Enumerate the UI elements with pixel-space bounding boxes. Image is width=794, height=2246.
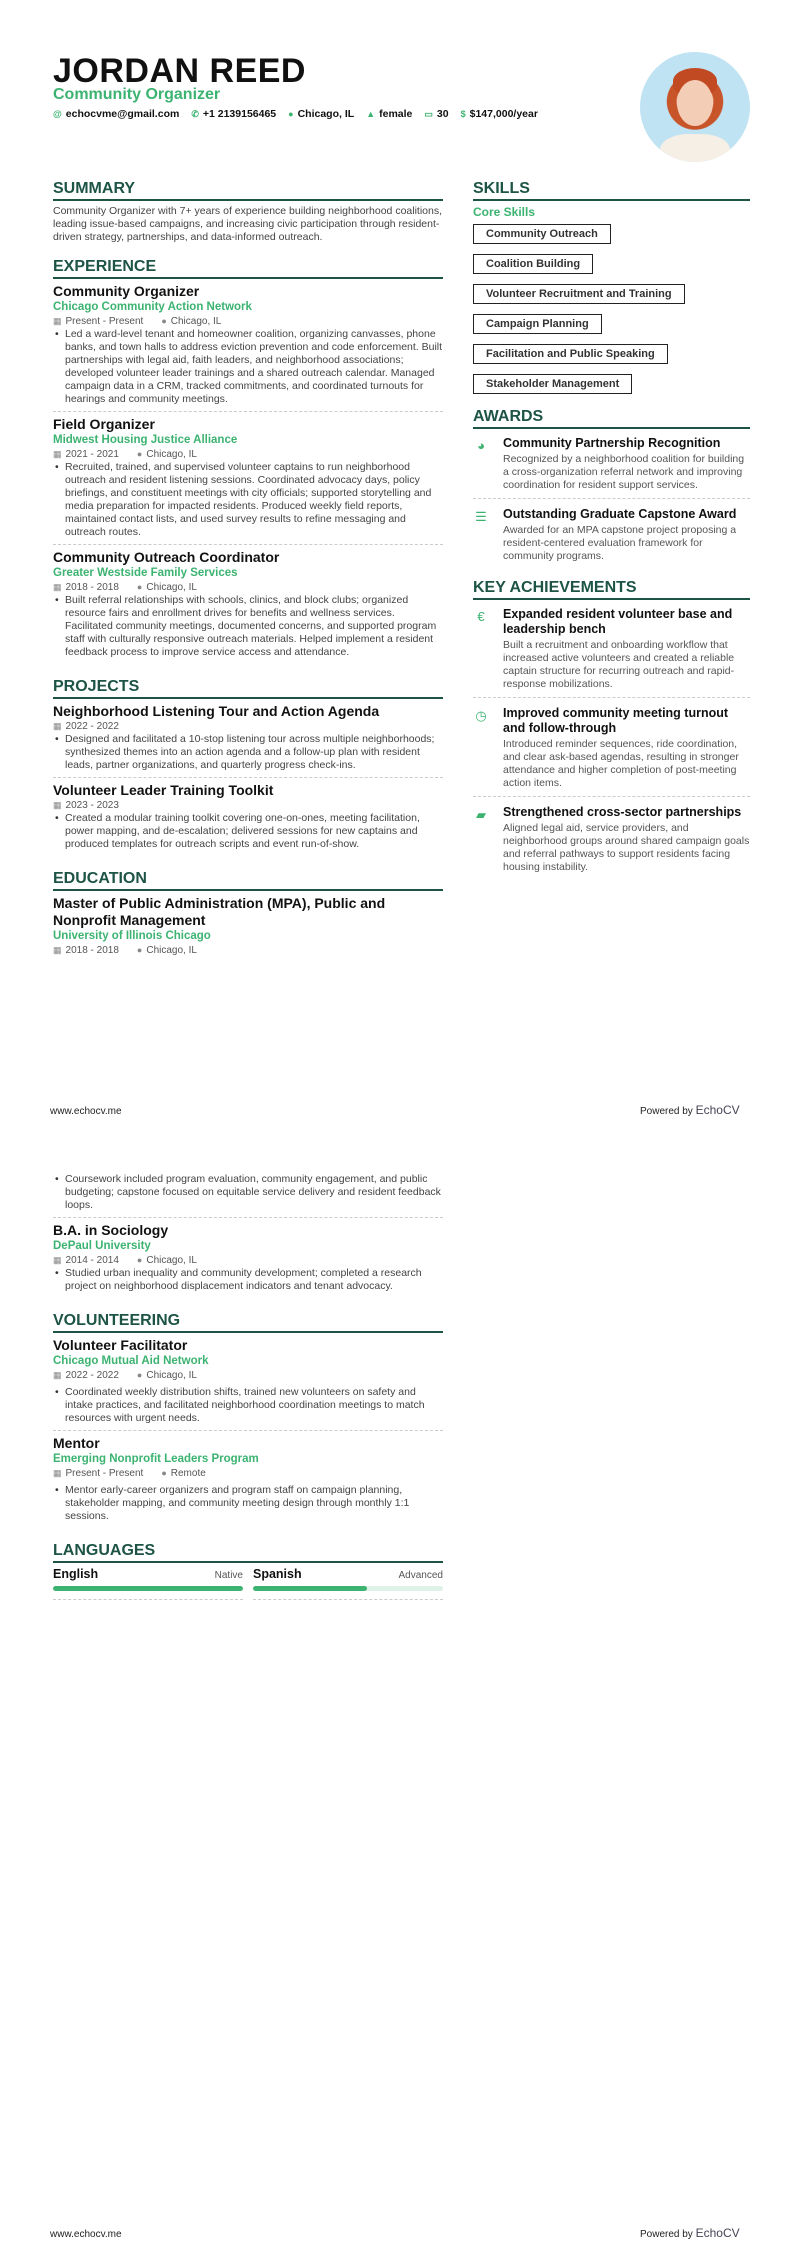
contact-gender: ▲ female — [366, 108, 413, 120]
left-column — [53, 180, 443, 957]
language-item — [253, 1567, 443, 1600]
skill-tag: Volunteer Recruitment and Training — [473, 284, 685, 304]
dates: Present - Present — [65, 316, 144, 327]
school: University of Illinois Chicago — [53, 930, 211, 942]
dates: 2023 - 2023 — [65, 800, 119, 811]
calendar-icon: ▦ — [53, 800, 62, 810]
proficiency-fill — [253, 1586, 367, 1591]
bullet: • Coordinated weekly distribution shifts, trained new volunteers on safety and intake practices, and facilitated neighborhood coordination meetings to match resources with urgent needs. — [53, 1386, 443, 1425]
pie-chart-icon: ◕ — [477, 438, 485, 453]
language-item — [53, 1567, 243, 1600]
education-item — [53, 1222, 443, 1298]
location-icon: ● — [136, 1255, 143, 1265]
right-column — [473, 180, 750, 885]
awards-section — [473, 408, 750, 569]
achievement-desc: Introduced reminder sequences, ride coordination, and clear ask-based agendas, resulting in stronger attendance and higher completion of post-meeting action items. — [503, 738, 739, 789]
languages-section — [53, 1542, 443, 1600]
job-title: Community Outreach Coordinator — [53, 549, 280, 565]
summary-text: Community Organizer with 7+ years of experience building neighborhood coalitions, leading issue-based campaigns, and increasing civic participation through resident-driven strategy, partnerships, and data-informed outreach. — [53, 205, 443, 243]
lines-icon: ☰ — [475, 509, 487, 524]
bullet: • Built referral relationships with schools, clinics, and block clubs; organized resource fairs and enrollment drives for benefits and wellness services. Facilitated community meetings, documented concerns, and supported program staff with culturally responsive outreach materials. Helped implement a resident feedback process to improve service access and attendance. — [53, 594, 443, 659]
at-icon: @ — [53, 109, 62, 119]
section-heading: KEY ACHIEVEMENTS — [473, 579, 750, 600]
dates: Present - Present — [65, 1468, 144, 1479]
contact-phone[interactable]: ✆ +1 2139156465 — [191, 108, 277, 120]
location-icon: ● — [161, 316, 167, 326]
location: Chicago, IL — [146, 1255, 197, 1266]
project-item — [53, 782, 443, 856]
proficiency-fill — [53, 1586, 243, 1591]
bullet: • Coursework included program evaluation, community engagement, and public budgeting; capstone focused on equitable service delivery and resident feedback loops. — [53, 1173, 443, 1212]
calendar-icon: ▦ — [53, 1370, 62, 1380]
experience-item — [53, 549, 443, 664]
footer-site-link[interactable]: www.echocv.me — [50, 2229, 122, 2240]
calendar-icon: ▦ — [53, 1255, 62, 1265]
company: Midwest Housing Justice Alliance — [53, 434, 238, 446]
location-icon: ● — [136, 1370, 143, 1380]
dates: 2014 - 2014 — [65, 1255, 119, 1266]
skill-tag: Coalition Building — [473, 254, 593, 274]
skill-tag: Campaign Planning — [473, 314, 602, 334]
calendar-icon: ▦ — [53, 449, 62, 459]
achievement-title: Improved community meeting turnout and follow-through — [503, 706, 729, 735]
phone-icon: ✆ — [191, 109, 199, 119]
project-item — [53, 703, 443, 778]
achievement-title: Strengthened cross-sector partnerships — [503, 805, 742, 819]
language-name: Spanish — [253, 1567, 302, 1581]
contact-bar — [53, 108, 538, 120]
skill-tag: Community Outreach — [473, 224, 611, 244]
organization: Emerging Nonprofit Leaders Program — [53, 1453, 259, 1465]
clock-icon: ◷ — [475, 708, 487, 723]
brand-name: EchoCV — [695, 2226, 740, 2240]
dates: 2022 - 2022 — [65, 1370, 119, 1381]
achievement-title: Expanded resident volunteer base and leadership bench — [503, 607, 733, 636]
job-title: Community Organizer — [53, 283, 200, 299]
footer-site-link[interactable]: www.echocv.me — [50, 1106, 122, 1117]
section-heading: VOLUNTEERING — [53, 1312, 443, 1333]
project-title: Volunteer Leader Training Toolkit — [53, 782, 274, 798]
brand-name: EchoCV — [695, 1103, 740, 1117]
contact-email[interactable]: @ echocvme@gmail.com — [53, 108, 180, 120]
bullet: • Designed and facilitated a 10-stop listening tour across multiple neighborhoods; synthesized themes into an action agenda and a follow-up plan with resident leads, partner organizations, and quarterly progress check-ins. — [53, 733, 443, 772]
bullet: • Led a ward-level tenant and homeowner coalition, organizing canvasses, phone banks, and town halls to address eviction prevention and code enforcement. Built partnerships with legal aid, faith leaders, and neighborhood associations; developed volunteer leader trainings and a shared outreach calendar. Managed campaign data in a CRM, tracked commitments, and coordinated turnouts for hearings and community meetings. — [53, 328, 443, 406]
left-column — [53, 1173, 443, 1600]
location: Remote — [170, 1468, 206, 1479]
calendar-icon: ▦ — [53, 582, 62, 592]
person-icon: ▲ — [366, 109, 376, 119]
section-heading: SKILLS — [473, 180, 750, 201]
job-title: Field Organizer — [53, 416, 155, 432]
bullet: • Recruited, trained, and supervised volunteer captains to run neighborhood outreach and resident listening sessions. Coordinated advocacy days, policy briefings, and constituent meetings with city officials; supported storytelling and media preparation for impacted residents. Produced weekly field reports, maintained contact lists, and used survey results to refine messaging and outreach routes. — [53, 461, 443, 539]
company: Chicago Community Action Network — [53, 301, 252, 313]
chat-icon: ▰ — [476, 807, 486, 822]
achievement-item — [473, 703, 750, 797]
language-level: Native — [214, 1570, 243, 1581]
location: Chicago, IL — [170, 316, 222, 327]
section-heading: EDUCATION — [53, 870, 443, 891]
location: Chicago, IL — [146, 582, 197, 593]
location: Chicago, IL — [146, 449, 197, 460]
dates: 2021 - 2021 — [65, 449, 119, 460]
bullet: • Studied urban inequality and community development; completed a research project on neighborhood displacement indicators and tenant advocacy. — [53, 1267, 443, 1293]
section-heading: SUMMARY — [53, 180, 443, 201]
calendar-icon: ▦ — [53, 945, 62, 955]
language-level: Advanced — [398, 1570, 443, 1581]
degree: Master of Public Administration (MPA), Public and Nonprofit Management — [53, 895, 386, 928]
award-desc: Awarded for an MPA capstone project proposing a resident-centered evaluation framework for community programs. — [503, 524, 737, 562]
location: Chicago, IL — [146, 945, 197, 956]
contact-location: ● Chicago, IL — [288, 108, 355, 120]
experience-item — [53, 283, 443, 412]
avatar — [640, 52, 750, 162]
section-heading: LANGUAGES — [53, 1542, 443, 1563]
skills-subheading: Core Skills — [473, 205, 536, 219]
skill-tag: Stakeholder Management — [473, 374, 632, 394]
achievement-desc: Built a recruitment and onboarding workflow that increased active volunteers and created a reliable captain structure for recurring outreach and rapid-response mobilizations. — [503, 639, 735, 690]
location: Chicago, IL — [146, 1370, 197, 1381]
project-title: Neighborhood Listening Tour and Action Agenda — [53, 703, 380, 719]
education-item-continued — [53, 1173, 443, 1218]
volunteering-section — [53, 1312, 443, 1528]
dates: 2022 - 2022 — [65, 721, 119, 732]
award-title: Community Partnership Recognition — [503, 436, 721, 450]
section-heading: AWARDS — [473, 408, 750, 429]
skills-section — [473, 180, 750, 404]
dates: 2018 - 2018 — [65, 582, 119, 593]
calendar-icon: ▦ — [53, 316, 62, 326]
award-desc: Recognized by a neighborhood coalition for building a cross-organization referral network and improving coordination for resident support services. — [503, 453, 745, 491]
footer-powered-by[interactable]: Powered by EchoCV — [640, 1103, 740, 1117]
role: Volunteer Facilitator — [53, 1337, 188, 1353]
location-icon: ● — [136, 945, 143, 955]
volunteer-item — [53, 1435, 443, 1528]
experience-section — [53, 258, 443, 664]
calendar-icon: ▦ — [53, 721, 62, 731]
experience-item — [53, 416, 443, 545]
footer-powered-by[interactable]: Powered by EchoCV — [640, 2226, 740, 2240]
achievements-section — [473, 579, 750, 880]
education-item — [53, 895, 443, 957]
bullet: • Mentor early-career organizers and program staff on campaign planning, stakeholder mapping, and community meeting design through monthly 1:1 sessions. — [53, 1484, 443, 1523]
award-item — [473, 504, 750, 569]
role: Mentor — [53, 1435, 100, 1451]
location-icon: ● — [136, 449, 143, 459]
location-icon: ● — [136, 582, 143, 592]
award-item — [473, 433, 750, 499]
candidate-title: Community Organizer — [53, 86, 221, 103]
projects-section — [53, 678, 443, 856]
award-title: Outstanding Graduate Capstone Award — [503, 507, 737, 521]
language-name: English — [53, 1567, 99, 1581]
contact-salary: $ $147,000/year — [460, 108, 538, 120]
dollar-icon: $ — [460, 109, 466, 119]
organization: Chicago Mutual Aid Network — [53, 1355, 209, 1367]
section-heading: EXPERIENCE — [53, 258, 443, 279]
location-icon: ● — [288, 109, 294, 119]
proficiency-bar — [253, 1586, 443, 1591]
achievement-item — [473, 604, 750, 698]
degree: B.A. in Sociology — [53, 1222, 169, 1238]
section-heading: PROJECTS — [53, 678, 443, 699]
page-2 — [0, 1123, 794, 2246]
calendar-icon: ▦ — [53, 1468, 62, 1478]
skill-tag: Facilitation and Public Speaking — [473, 344, 668, 364]
proficiency-bar — [53, 1586, 243, 1591]
dates: 2018 - 2018 — [65, 945, 119, 956]
achievement-item — [473, 802, 750, 880]
contact-age: ▭ 30 — [424, 108, 449, 120]
calendar-icon: ▭ — [424, 109, 433, 119]
education-section — [53, 870, 443, 957]
volunteer-item — [53, 1337, 443, 1431]
location-icon: ● — [161, 1468, 167, 1478]
school: DePaul University — [53, 1240, 151, 1252]
euro-icon: € — [477, 609, 485, 624]
candidate-name: JORDAN REED — [53, 52, 306, 90]
bullet: • Created a modular training toolkit covering one-on-ones, meeting facilitation, power mapping, and de-escalation; delivered sessions for new captains and produced templates for outreach scripts and event run-of-show. — [53, 812, 443, 851]
achievement-desc: Aligned legal aid, service providers, and neighborhood groups around shared campaign goals and referral pathways to support residents facing housing instability. — [503, 822, 750, 873]
summary-section — [53, 180, 443, 244]
company: Greater Westside Family Services — [53, 567, 238, 579]
